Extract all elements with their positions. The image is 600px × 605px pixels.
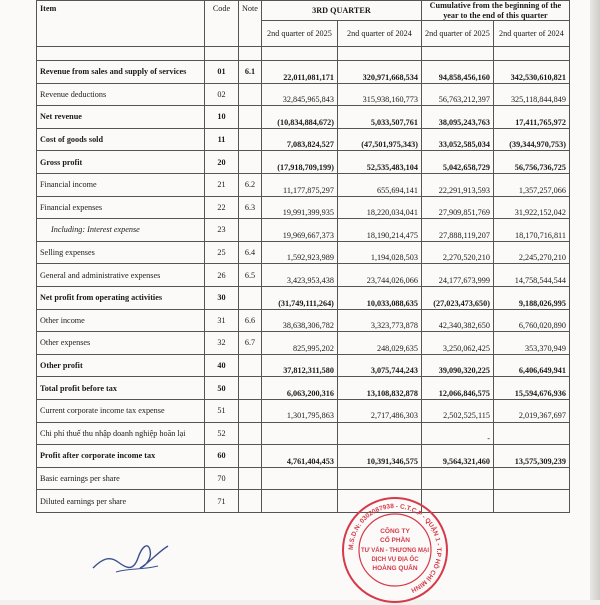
table-row [37, 445, 570, 468]
row-note: 6.1 [239, 61, 262, 84]
row-label: Net revenue [37, 106, 205, 129]
row-c2025: 5,042,658,729 [421, 151, 493, 174]
row-label: Other expenses [37, 332, 205, 355]
table-row [37, 61, 570, 84]
row-note: 6.7 [239, 332, 262, 355]
row-code: 40 [205, 354, 239, 377]
row-c2025: 38,095,243,763 [421, 106, 493, 129]
row-c2024: 353,370,949 [493, 332, 569, 355]
table-row [37, 309, 570, 332]
row-q2024: (47,501,975,343) [337, 128, 421, 151]
row-c2025: - [421, 422, 493, 445]
row-c2024: 31,922,152,042 [493, 196, 569, 219]
seal-line5: HOÀNG QUÂN [372, 565, 418, 572]
row-q2024: 23,744,026,066 [337, 264, 421, 287]
row-label: Selling expenses [37, 241, 205, 264]
row-note [239, 354, 262, 377]
row-q2025: 3,423,953,438 [261, 264, 337, 287]
table-row [37, 467, 570, 490]
row-q2025: 11,177,875,297 [261, 173, 337, 196]
row-label: Cost of goods sold [37, 128, 205, 151]
row-code: 21 [205, 173, 239, 196]
row-note [239, 422, 262, 445]
table-row [37, 196, 570, 219]
row-note [239, 399, 262, 422]
row-q2024: 248,029,635 [337, 332, 421, 355]
table-row [37, 490, 570, 513]
row-q2024 [337, 467, 421, 490]
row-c2024: 2,245,270,210 [493, 241, 569, 264]
row-q2025 [261, 467, 337, 490]
header-q2025: 2nd quarter of 2025 [261, 21, 337, 47]
row-q2024: 10,391,346,575 [337, 445, 421, 468]
seal-line2: CỔ PHẦN [380, 537, 410, 544]
row-q2024: 5,033,507,761 [337, 106, 421, 129]
row-c2025: 27,888,119,207 [421, 219, 493, 242]
row-q2024: 655,694,141 [337, 173, 421, 196]
row-code: 30 [205, 286, 239, 309]
row-q2025: 38,638,306,782 [261, 309, 337, 332]
page-edge [590, 0, 600, 600]
row-note: 6.2 [239, 173, 262, 196]
row-code: 20 [205, 151, 239, 174]
header-note: Note [239, 1, 262, 47]
row-code: 11 [205, 128, 239, 151]
table-row [37, 399, 570, 422]
row-c2025: 27,909,851,769 [421, 196, 493, 219]
row-q2025: 19,969,667,373 [261, 219, 337, 242]
row-note: 6.3 [239, 196, 262, 219]
table-row [37, 241, 570, 264]
row-c2024: 18,170,716,811 [493, 219, 569, 242]
row-note: 6.5 [239, 264, 262, 287]
row-label: Gross profit [37, 151, 205, 174]
row-label: Financial expenses [37, 196, 205, 219]
row-c2025: 33,052,585,034 [421, 128, 493, 151]
row-label: Net profit from operating activities [37, 286, 205, 309]
row-label: Chi phí thuế thu nhập doanh nghiệp hoãn lại [37, 422, 205, 445]
row-c2025: 22,291,913,593 [421, 173, 493, 196]
row-note [239, 490, 262, 513]
row-note [239, 377, 262, 400]
row-q2024: 1,194,028,503 [337, 241, 421, 264]
row-q2024: 320,971,668,534 [337, 61, 421, 84]
row-label: Other profit [37, 354, 205, 377]
row-q2025: 825,995,202 [261, 332, 337, 355]
row-code: 26 [205, 264, 239, 287]
row-label: Revenue deductions [37, 83, 205, 106]
seal-line4: DỊCH VỤ ĐỊA ỐC [371, 557, 419, 563]
row-c2025: 42,340,382,650 [421, 309, 493, 332]
row-c2024: 2,019,367,697 [493, 399, 569, 422]
row-c2024 [493, 490, 569, 513]
company-seal [340, 495, 450, 605]
row-c2025: 39,090,320,225 [421, 354, 493, 377]
row-q2025: 6,063,200,316 [261, 377, 337, 400]
seal-line1: CÔNG TY [380, 528, 410, 535]
row-note [239, 286, 262, 309]
row-c2025: 2,502,525,115 [421, 399, 493, 422]
row-c2024: 342,530,610,821 [493, 61, 569, 84]
row-code: 10 [205, 106, 239, 129]
row-q2024: 18,220,034,041 [337, 196, 421, 219]
row-code: 60 [205, 445, 239, 468]
row-c2024: (39,344,970,753) [493, 128, 569, 151]
row-label: Total profit before tax [37, 377, 205, 400]
row-code: 70 [205, 467, 239, 490]
table-row [37, 286, 570, 309]
row-note [239, 128, 262, 151]
spacer-row [37, 47, 570, 61]
row-c2025: 94,858,456,160 [421, 61, 493, 84]
row-c2025: (27,023,473,650) [421, 286, 493, 309]
row-q2024: 18,190,214,475 [337, 219, 421, 242]
table-row [37, 173, 570, 196]
seal-ring-text: M.S.D.N: 0302087938 - C.T.C.P - QUẬN 1 - T.P HỒ CHÍ MINH [347, 502, 443, 594]
row-q2025: 19,991,399,935 [261, 196, 337, 219]
header-cumulative: Cumulative from the beginning of the year to the end of this quarter [421, 1, 569, 21]
row-q2024: 13,108,832,878 [337, 377, 421, 400]
row-c2024 [493, 467, 569, 490]
row-c2024: 6,760,020,890 [493, 309, 569, 332]
row-code: 71 [205, 490, 239, 513]
row-code: 01 [205, 61, 239, 84]
row-code: 51 [205, 399, 239, 422]
row-q2025 [261, 422, 337, 445]
row-q2025: 22,011,081,171 [261, 61, 337, 84]
row-label: Profit after corporate income tax [37, 445, 205, 468]
row-label: Other income [37, 309, 205, 332]
row-code: 23 [205, 219, 239, 242]
row-q2024: 2,717,486,303 [337, 399, 421, 422]
row-c2025: 9,564,321,460 [421, 445, 493, 468]
row-c2024: 13,575,309,239 [493, 445, 569, 468]
table-row [37, 151, 570, 174]
row-q2024: 10,033,088,635 [337, 286, 421, 309]
row-code: 25 [205, 241, 239, 264]
row-q2025: (10,834,884,672) [261, 106, 337, 129]
row-c2025: 24,177,673,999 [421, 264, 493, 287]
table-row [37, 128, 570, 151]
row-c2024: 6,406,649,941 [493, 354, 569, 377]
table-row [37, 332, 570, 355]
row-q2025 [261, 490, 337, 513]
row-q2025: 32,845,965,843 [261, 83, 337, 106]
row-note [239, 151, 262, 174]
row-code: 32 [205, 332, 239, 355]
row-q2025: 7,083,824,527 [261, 128, 337, 151]
row-q2024: 52,535,483,104 [337, 151, 421, 174]
row-note [239, 106, 262, 129]
row-c2024: 14,758,544,544 [493, 264, 569, 287]
row-c2025: 3,250,062,425 [421, 332, 493, 355]
row-q2025: (31,749,111,264) [261, 286, 337, 309]
income-statement-table [36, 0, 570, 513]
header-code: Code [205, 1, 239, 47]
row-label: Current corporate income tax expense [37, 399, 205, 422]
header-quarter: 3RD QUARTER [261, 1, 421, 21]
row-c2025: 12,066,846,575 [421, 377, 493, 400]
row-label: Diluted earnings per share [37, 490, 205, 513]
row-c2024 [493, 422, 569, 445]
row-label: Basic earnings per share [37, 467, 205, 490]
row-note: 6.4 [239, 241, 262, 264]
table-row [37, 106, 570, 129]
row-note [239, 445, 262, 468]
row-label: Including: Interest expense [37, 219, 205, 242]
row-c2024: 15,594,676,936 [493, 377, 569, 400]
row-code: 02 [205, 83, 239, 106]
header-c2024: 2nd quarter of 2024 [493, 21, 569, 47]
row-code: 50 [205, 377, 239, 400]
row-c2024: 1,357,257,066 [493, 173, 569, 196]
row-q2025: 4,761,404,453 [261, 445, 337, 468]
table-row [37, 264, 570, 287]
row-q2025: 1,301,795,863 [261, 399, 337, 422]
row-c2024: 56,756,736,725 [493, 151, 569, 174]
row-q2024 [337, 422, 421, 445]
row-label: Revenue from sales and supply of services [37, 61, 205, 84]
row-code: 52 [205, 422, 239, 445]
row-label: Financial income [37, 173, 205, 196]
row-note [239, 219, 262, 242]
table-row [37, 219, 570, 242]
header-item: Item [37, 1, 205, 47]
row-c2024: 9,188,026,995 [493, 286, 569, 309]
row-q2024: 3,075,744,243 [337, 354, 421, 377]
row-c2025 [421, 467, 493, 490]
row-q2024: 3,323,773,878 [337, 309, 421, 332]
table-row [37, 422, 570, 445]
row-q2024: 315,938,160,773 [337, 83, 421, 106]
row-note: 6.6 [239, 309, 262, 332]
row-c2024: 325,118,844,849 [493, 83, 569, 106]
seal-line3: TƯ VẤN - THƯƠNG MẠI [360, 548, 430, 554]
row-note [239, 467, 262, 490]
signature-image [88, 528, 178, 578]
table-row [37, 83, 570, 106]
row-note [239, 83, 262, 106]
row-c2024: 17,411,765,972 [493, 106, 569, 129]
row-q2025: (17,918,709,199) [261, 151, 337, 174]
row-c2025: 56,763,212,397 [421, 83, 493, 106]
table-row [37, 354, 570, 377]
row-q2025: 1,592,923,989 [261, 241, 337, 264]
row-label: General and administrative expenses [37, 264, 205, 287]
header-c2025: 2nd quarter of 2025 [421, 21, 493, 47]
header-q2024: 2nd quarter of 2024 [337, 21, 421, 47]
row-code: 31 [205, 309, 239, 332]
row-code: 22 [205, 196, 239, 219]
row-q2025: 37,812,311,580 [261, 354, 337, 377]
row-c2025: 2,270,520,210 [421, 241, 493, 264]
table-row [37, 377, 570, 400]
